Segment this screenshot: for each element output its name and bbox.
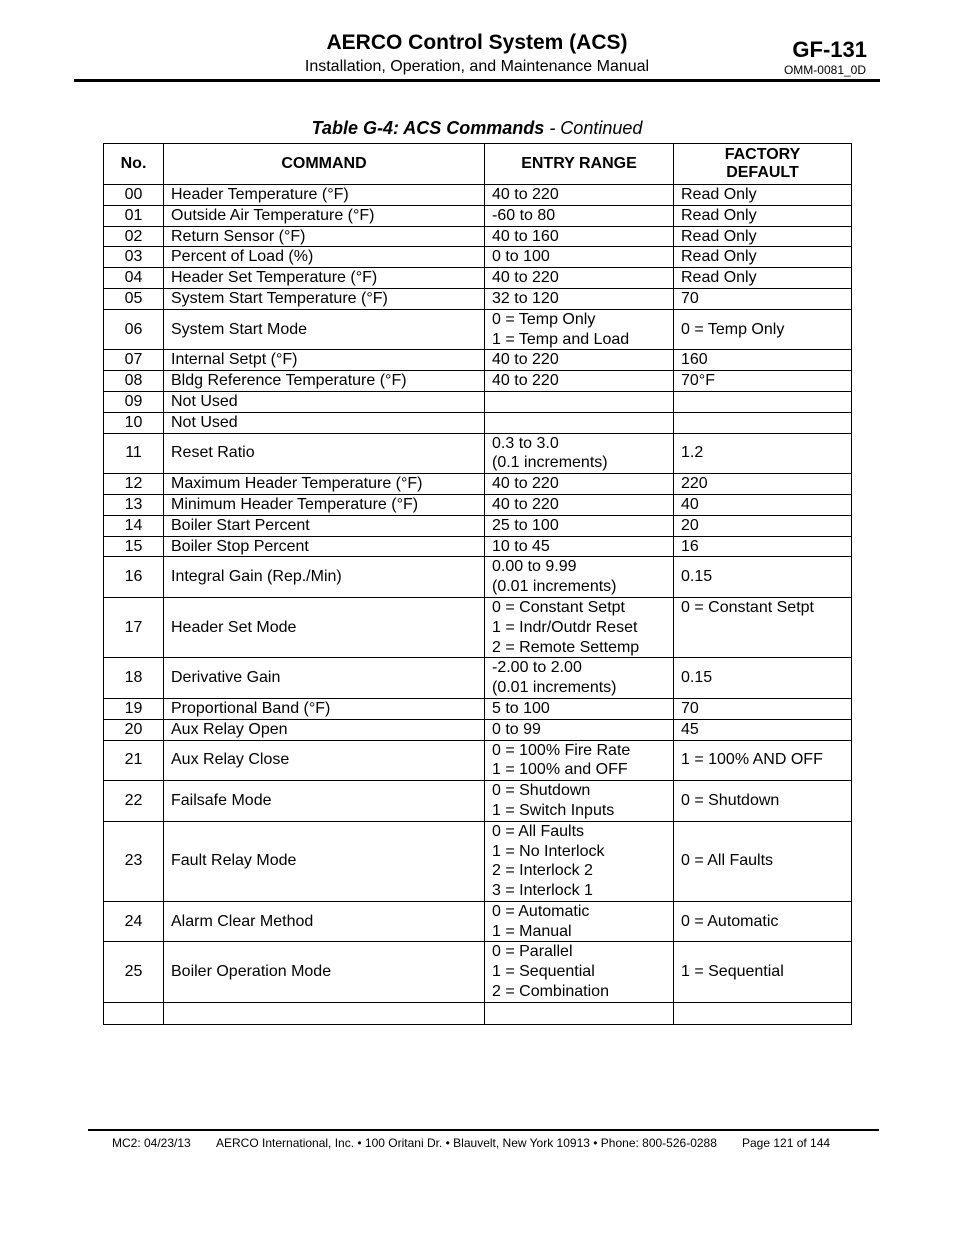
table-row: [104, 226, 852, 247]
footer-page-number: Page 121 of 144: [742, 1136, 831, 1150]
table-row: [104, 942, 852, 1002]
table-row: [104, 309, 852, 350]
entry-range-line: 40 to 220: [492, 269, 559, 287]
entry-range-line: 2 = Combination: [492, 983, 609, 1001]
cell-factory-default: Read Only: [674, 247, 852, 268]
header-divider: [74, 79, 880, 82]
cell-no: 10: [104, 412, 164, 433]
cell-no: 07: [104, 350, 164, 371]
cell-no: 00: [104, 185, 164, 206]
entry-range-line: (0.01 increments): [492, 578, 617, 596]
cell-command: Bldg Reference Temperature (°F): [164, 371, 485, 392]
entry-range-line: 40 to 220: [492, 495, 559, 513]
cell-factory-default: Read Only: [674, 268, 852, 289]
cell-command: Header Set Mode: [164, 597, 485, 657]
cell-factory-default: 220: [674, 474, 852, 495]
entry-range-line: 0 = 100% Fire Rate: [492, 741, 631, 759]
entry-range-line: 10 to 45: [492, 537, 550, 555]
cell-entry-range: [485, 901, 674, 942]
footer-company-info: AERCO International, Inc. • 100 Oritani Dr. • Blauvelt, New York 10913 • Phone: 800-526-0288: [216, 1136, 717, 1150]
cell-entry-range: [485, 185, 674, 206]
cell-no: 22: [104, 781, 164, 822]
entry-range-line: 1 = Temp and Load: [492, 330, 630, 348]
table-row: [104, 247, 852, 268]
cell-entry-range: [485, 205, 674, 226]
table-row: [104, 494, 852, 515]
table-caption: [0, 117, 954, 139]
cell-no: 18: [104, 658, 164, 699]
table-row: [104, 205, 852, 226]
entry-range-line: 1 = 100% and OFF: [492, 761, 628, 779]
cell-entry-range: [485, 309, 674, 350]
cell-command: Integral Gain (Rep./Min): [164, 557, 485, 598]
table-row: [104, 371, 852, 392]
cell-command: Boiler Stop Percent: [164, 536, 485, 557]
cell-factory-default: 1.2: [674, 433, 852, 474]
cell-factory-default: 0.15: [674, 658, 852, 699]
cell-factory-default: 70: [674, 288, 852, 309]
cell-command: Maximum Header Temperature (°F): [164, 474, 485, 495]
column-header-entry-range: ENTRY RANGE: [485, 144, 674, 185]
cell-factory-default: [674, 412, 852, 433]
cell-command: Header Set Temperature (°F): [164, 268, 485, 289]
cell-command: Boiler Start Percent: [164, 515, 485, 536]
cell-command: Internal Setpt (°F): [164, 350, 485, 371]
table-row: [104, 412, 852, 433]
table-row: [104, 698, 852, 719]
table-row: [104, 597, 852, 657]
table-row: [104, 719, 852, 740]
cell-command: Not Used: [164, 412, 485, 433]
table-body: [104, 185, 852, 1025]
cell-factory-default: 1 = Sequential: [674, 942, 852, 1002]
cell-factory-default: 0 = All Faults: [674, 821, 852, 901]
table-caption-continued: - Continued: [544, 118, 643, 138]
cell-factory-default: 0 = Automatic: [674, 901, 852, 942]
footer-divider: [88, 1129, 879, 1131]
entry-range-line: 2 = Interlock 2: [492, 862, 593, 880]
cell-command: Proportional Band (°F): [164, 698, 485, 719]
entry-range-line: -60 to 80: [492, 206, 556, 224]
table-row: [104, 536, 852, 557]
table-row: [104, 288, 852, 309]
entry-range-line: 2 = Remote Settemp: [492, 638, 640, 656]
entry-range-line: 0 to 99: [492, 720, 541, 738]
cell-command: Outside Air Temperature (°F): [164, 205, 485, 226]
cell-entry-range: [485, 821, 674, 901]
cell-entry-range: [485, 719, 674, 740]
cell-no: 01: [104, 205, 164, 226]
cell-command: Header Temperature (°F): [164, 185, 485, 206]
table-row: [104, 740, 852, 781]
cell-no: 06: [104, 309, 164, 350]
table-row: [104, 515, 852, 536]
cell-entry-range: [485, 698, 674, 719]
cell-factory-default: 20: [674, 515, 852, 536]
cell-no: 12: [104, 474, 164, 495]
cell-entry-range: [485, 247, 674, 268]
cell-no: 25: [104, 942, 164, 1002]
entry-range-line: 1 = No Interlock: [492, 842, 605, 860]
entry-range-line: [492, 413, 666, 433]
cell-entry-range: [485, 740, 674, 781]
entry-range-line: (0.01 increments): [492, 679, 617, 697]
table-row: [104, 781, 852, 822]
page-code: GF-131: [792, 37, 867, 62]
cell-empty: [164, 1002, 485, 1024]
entry-range-line: 1 = Switch Inputs: [492, 801, 615, 819]
cell-no: 05: [104, 288, 164, 309]
entry-range-line: 3 = Interlock 1: [492, 882, 593, 900]
entry-range-line: 40 to 220: [492, 372, 559, 390]
cell-no: 15: [104, 536, 164, 557]
cell-command: Percent of Load (%): [164, 247, 485, 268]
cell-factory-default: 0 = Constant Setpt: [674, 597, 852, 657]
cell-no: 03: [104, 247, 164, 268]
cell-command: System Start Temperature (°F): [164, 288, 485, 309]
cell-entry-range: [485, 288, 674, 309]
cell-command: System Start Mode: [164, 309, 485, 350]
cell-command: Boiler Operation Mode: [164, 942, 485, 1002]
table-header-row: [104, 144, 852, 185]
cell-command: Return Sensor (°F): [164, 226, 485, 247]
entry-range-line: -2.00 to 2.00: [492, 659, 582, 677]
table-row: [104, 268, 852, 289]
cell-entry-range: [485, 658, 674, 699]
entry-range-line: 40 to 220: [492, 186, 559, 203]
cell-entry-range: [485, 433, 674, 474]
cell-no: 11: [104, 433, 164, 474]
cell-factory-default: Read Only: [674, 205, 852, 226]
entry-range-line: 40 to 220: [492, 351, 559, 369]
document-number: OMM-0081_0D: [783, 63, 866, 77]
table-caption-title: Table G-4: ACS Commands: [311, 118, 545, 138]
entry-range-line: [492, 392, 666, 412]
cell-factory-default: 40: [674, 494, 852, 515]
cell-entry-range: [485, 557, 674, 598]
column-header-no: No.: [104, 144, 164, 185]
table-row-blank: [104, 1002, 852, 1024]
cell-empty: [104, 1002, 164, 1024]
cell-empty: [674, 1002, 852, 1024]
cell-no: 20: [104, 719, 164, 740]
cell-entry-range: [485, 942, 674, 1002]
entry-range-line: 40 to 160: [492, 227, 559, 245]
cell-factory-default: [674, 391, 852, 412]
cell-factory-default: 0 = Shutdown: [674, 781, 852, 822]
cell-factory-default: 45: [674, 719, 852, 740]
cell-command: Not Used: [164, 391, 485, 412]
cell-entry-range: [485, 494, 674, 515]
cell-no: 21: [104, 740, 164, 781]
cell-command: Reset Ratio: [164, 433, 485, 474]
entry-range-line: 0 = All Faults: [492, 822, 585, 840]
cell-no: 17: [104, 597, 164, 657]
cell-entry-range: [485, 350, 674, 371]
entry-range-line: 1 = Sequential: [492, 963, 595, 981]
cell-entry-range: [485, 781, 674, 822]
entry-range-line: (0.1 increments): [492, 454, 608, 472]
cell-factory-default: 1 = 100% AND OFF: [674, 740, 852, 781]
cell-command: Alarm Clear Method: [164, 901, 485, 942]
entry-range-line: 0 = Shutdown: [492, 782, 591, 800]
entry-range-line: 0 = Temp Only: [492, 310, 596, 328]
entry-range-line: 0 = Parallel: [492, 943, 573, 961]
document-subtitle: Installation, Operation, and Maintenance Manual: [304, 58, 650, 75]
table-row: [104, 901, 852, 942]
entry-range-line: 40 to 220: [492, 475, 559, 493]
entry-range-line: 1 = Manual: [492, 922, 572, 940]
cell-factory-default: 70°F: [674, 371, 852, 392]
cell-entry-range: [485, 268, 674, 289]
cell-no: 23: [104, 821, 164, 901]
cell-no: 24: [104, 901, 164, 942]
cell-entry-range: [485, 474, 674, 495]
cell-no: 04: [104, 268, 164, 289]
cell-no: 14: [104, 515, 164, 536]
cell-entry-range: [485, 515, 674, 536]
entry-range-line: 0.3 to 3.0: [492, 434, 559, 452]
column-header-command: COMMAND: [164, 144, 485, 185]
entry-range-line: 32 to 120: [492, 289, 559, 307]
cell-factory-default: 0.15: [674, 557, 852, 598]
table-row: [104, 391, 852, 412]
cell-factory-default: 0 = Temp Only: [674, 309, 852, 350]
cell-entry-range: [485, 536, 674, 557]
cell-factory-default: 160: [674, 350, 852, 371]
cell-no: 16: [104, 557, 164, 598]
table-row: [104, 350, 852, 371]
cell-entry-range: [485, 412, 674, 433]
table-row: [104, 185, 852, 206]
cell-command: Failsafe Mode: [164, 781, 485, 822]
entry-range-line: 0 = Automatic: [492, 902, 590, 920]
cell-entry-range: [485, 597, 674, 657]
footer-date: MC2: 04/23/13: [112, 1136, 191, 1150]
entry-range-line: 0.00 to 9.99: [492, 558, 577, 576]
entry-range-line: 5 to 100: [492, 699, 550, 717]
cell-entry-range: [485, 371, 674, 392]
table-row: [104, 433, 852, 474]
cell-command: Aux Relay Open: [164, 719, 485, 740]
cell-factory-default: Read Only: [674, 226, 852, 247]
cell-no: 13: [104, 494, 164, 515]
cell-factory-default: 16: [674, 536, 852, 557]
entry-range-line: 0 to 100: [492, 248, 550, 266]
column-header-factory-default: FACTORY DEFAULT: [674, 144, 852, 185]
cell-no: 02: [104, 226, 164, 247]
cell-factory-default: 70: [674, 698, 852, 719]
table-row: [104, 658, 852, 699]
cell-empty: [485, 1002, 674, 1024]
cell-entry-range: [485, 226, 674, 247]
cell-factory-default: Read Only: [674, 185, 852, 206]
cell-no: 09: [104, 391, 164, 412]
table-row: [104, 557, 852, 598]
commands-table: [103, 143, 852, 1025]
table-row: [104, 474, 852, 495]
cell-command: Fault Relay Mode: [164, 821, 485, 901]
entry-range-line: 0 = Constant Setpt: [492, 598, 625, 616]
cell-entry-range: [485, 391, 674, 412]
cell-command: Derivative Gain: [164, 658, 485, 699]
cell-no: 08: [104, 371, 164, 392]
cell-no: 19: [104, 698, 164, 719]
entry-range-line: 1 = Indr/Outdr Reset: [492, 618, 638, 636]
cell-command: Minimum Header Temperature (°F): [164, 494, 485, 515]
document-title: AERCO Control System (ACS): [326, 31, 628, 54]
entry-range-line: 25 to 100: [492, 516, 559, 534]
table-row: [104, 821, 852, 901]
cell-command: Aux Relay Close: [164, 740, 485, 781]
